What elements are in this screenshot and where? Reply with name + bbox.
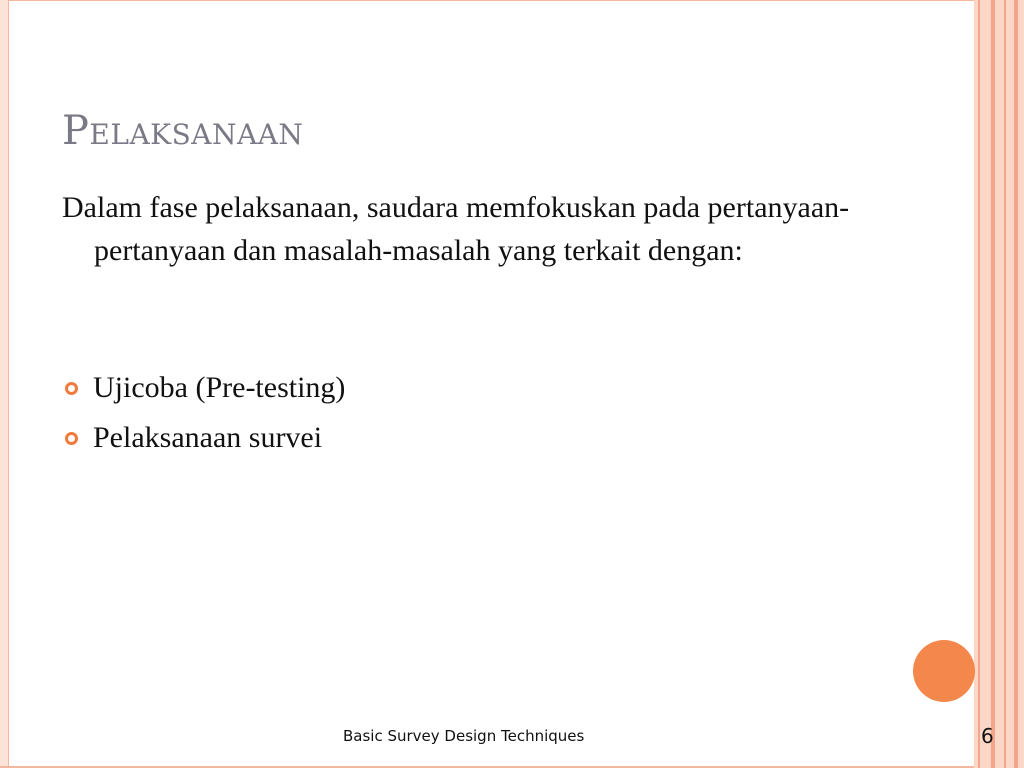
slide-frame-top	[0, 0, 1024, 1]
page-number: 6	[981, 724, 994, 748]
stripe-line	[978, 0, 980, 768]
intro-paragraph: Dalam fase pelaksanaan, saudara memfokuskan pada pertanyaan-pertanyaan dan masalah-masalah yang terkait dengan:	[62, 191, 850, 267]
stripe-line	[1014, 0, 1018, 768]
slide-title: Pelaksanaan	[62, 108, 304, 154]
slide-footer: Basic Survey Design Techniques	[343, 727, 585, 745]
decorative-orange-circle	[913, 640, 975, 702]
bullet-item-ujicoba	[62, 365, 345, 415]
bullet-text: Ujicoba (Pre-testing)	[93, 371, 346, 404]
stripe-line	[1004, 0, 1006, 768]
bullet-text: Pelaksanaan survei	[93, 421, 323, 454]
bullet-circle-icon	[65, 382, 78, 395]
bullet-list	[62, 365, 345, 465]
bullet-circle-icon	[65, 432, 78, 445]
slide-frame-left	[0, 0, 9, 768]
stripe-line	[991, 0, 995, 768]
bullet-item-pelaksanaan-survei	[62, 415, 345, 465]
